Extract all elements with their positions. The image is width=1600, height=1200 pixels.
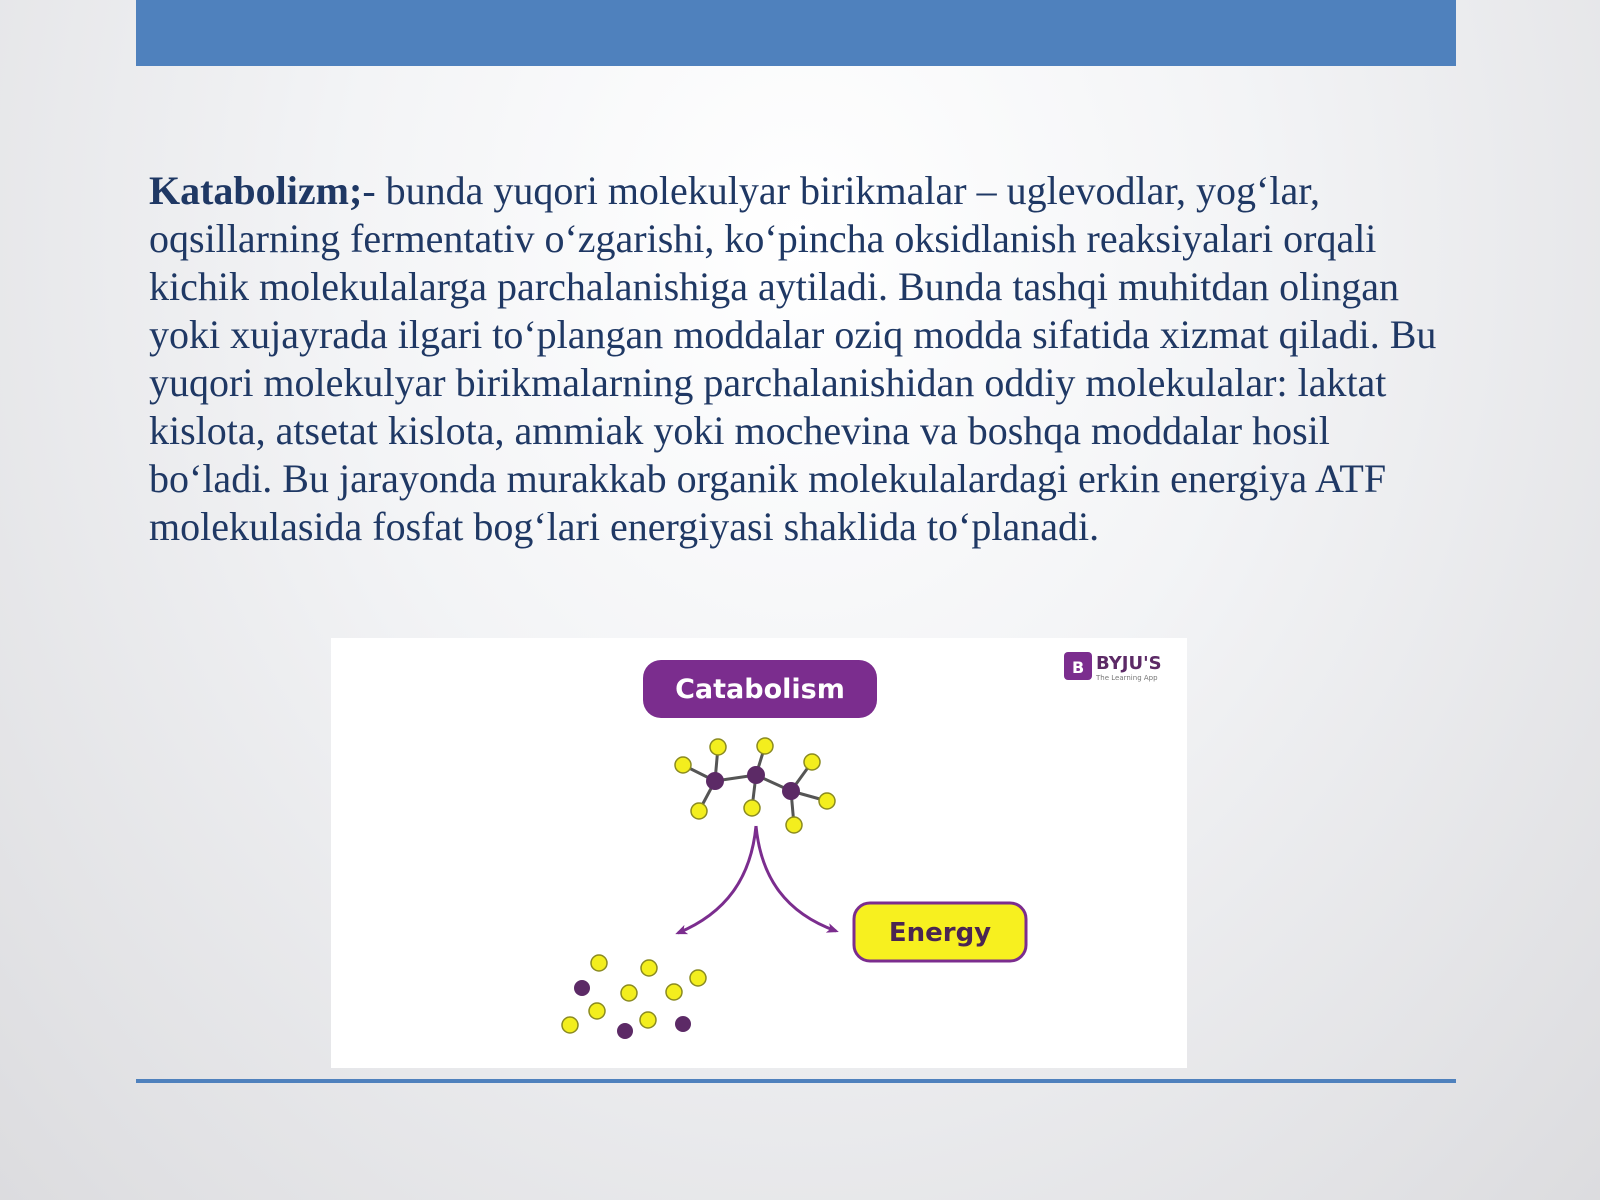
body-paragraph [149, 167, 1449, 551]
catabolism-label: Catabolism [675, 674, 845, 705]
term-definition: - bunda yuqori molekulyar birikmalar – uglevodlar, yog‘lar, oqsillarning fermentativ o‘zgarishi, ko‘pincha oksidlanish reaksiyalari orqali kichik molekulalarga parchalanishiga aytiladi. Bunda tashqi muhitdan olingan yoki xujayrada ilgari to‘plangan moddalar oziq modda sifatida xizmat qiladi. Bu yuqori molekulyar birikmalarning parchalanishidan oddiy molekulalar: laktat kislota, atsetat kislota, ammiak yoki mochevina va boshqa moddalar hosil bo‘ladi. Bu jarayonda murakkab organik molekulalardagi erkin energiya ATF molekulasida fosfat bog‘lari energiyasi shaklida to‘planadi. [149, 168, 1437, 549]
branch-arrows [678, 826, 836, 933]
arrow-to-small-molecules [678, 826, 756, 933]
byjus-logo [1064, 652, 1162, 682]
catabolism-figure [331, 638, 1187, 1068]
byjus-logo-name: BYJU'S [1096, 653, 1162, 674]
small-molecules [562, 955, 706, 1039]
title-bar [136, 0, 1456, 66]
term-heading: Katabolizm; [149, 168, 363, 213]
energy-label: Energy [888, 918, 992, 948]
arrow-to-energy [756, 826, 836, 931]
svg-text:B: B [1072, 658, 1085, 677]
catabolism-diagram [331, 638, 1187, 1068]
byjus-logo-tagline: The Learning App [1096, 674, 1158, 682]
footer-rule [136, 1079, 1456, 1083]
